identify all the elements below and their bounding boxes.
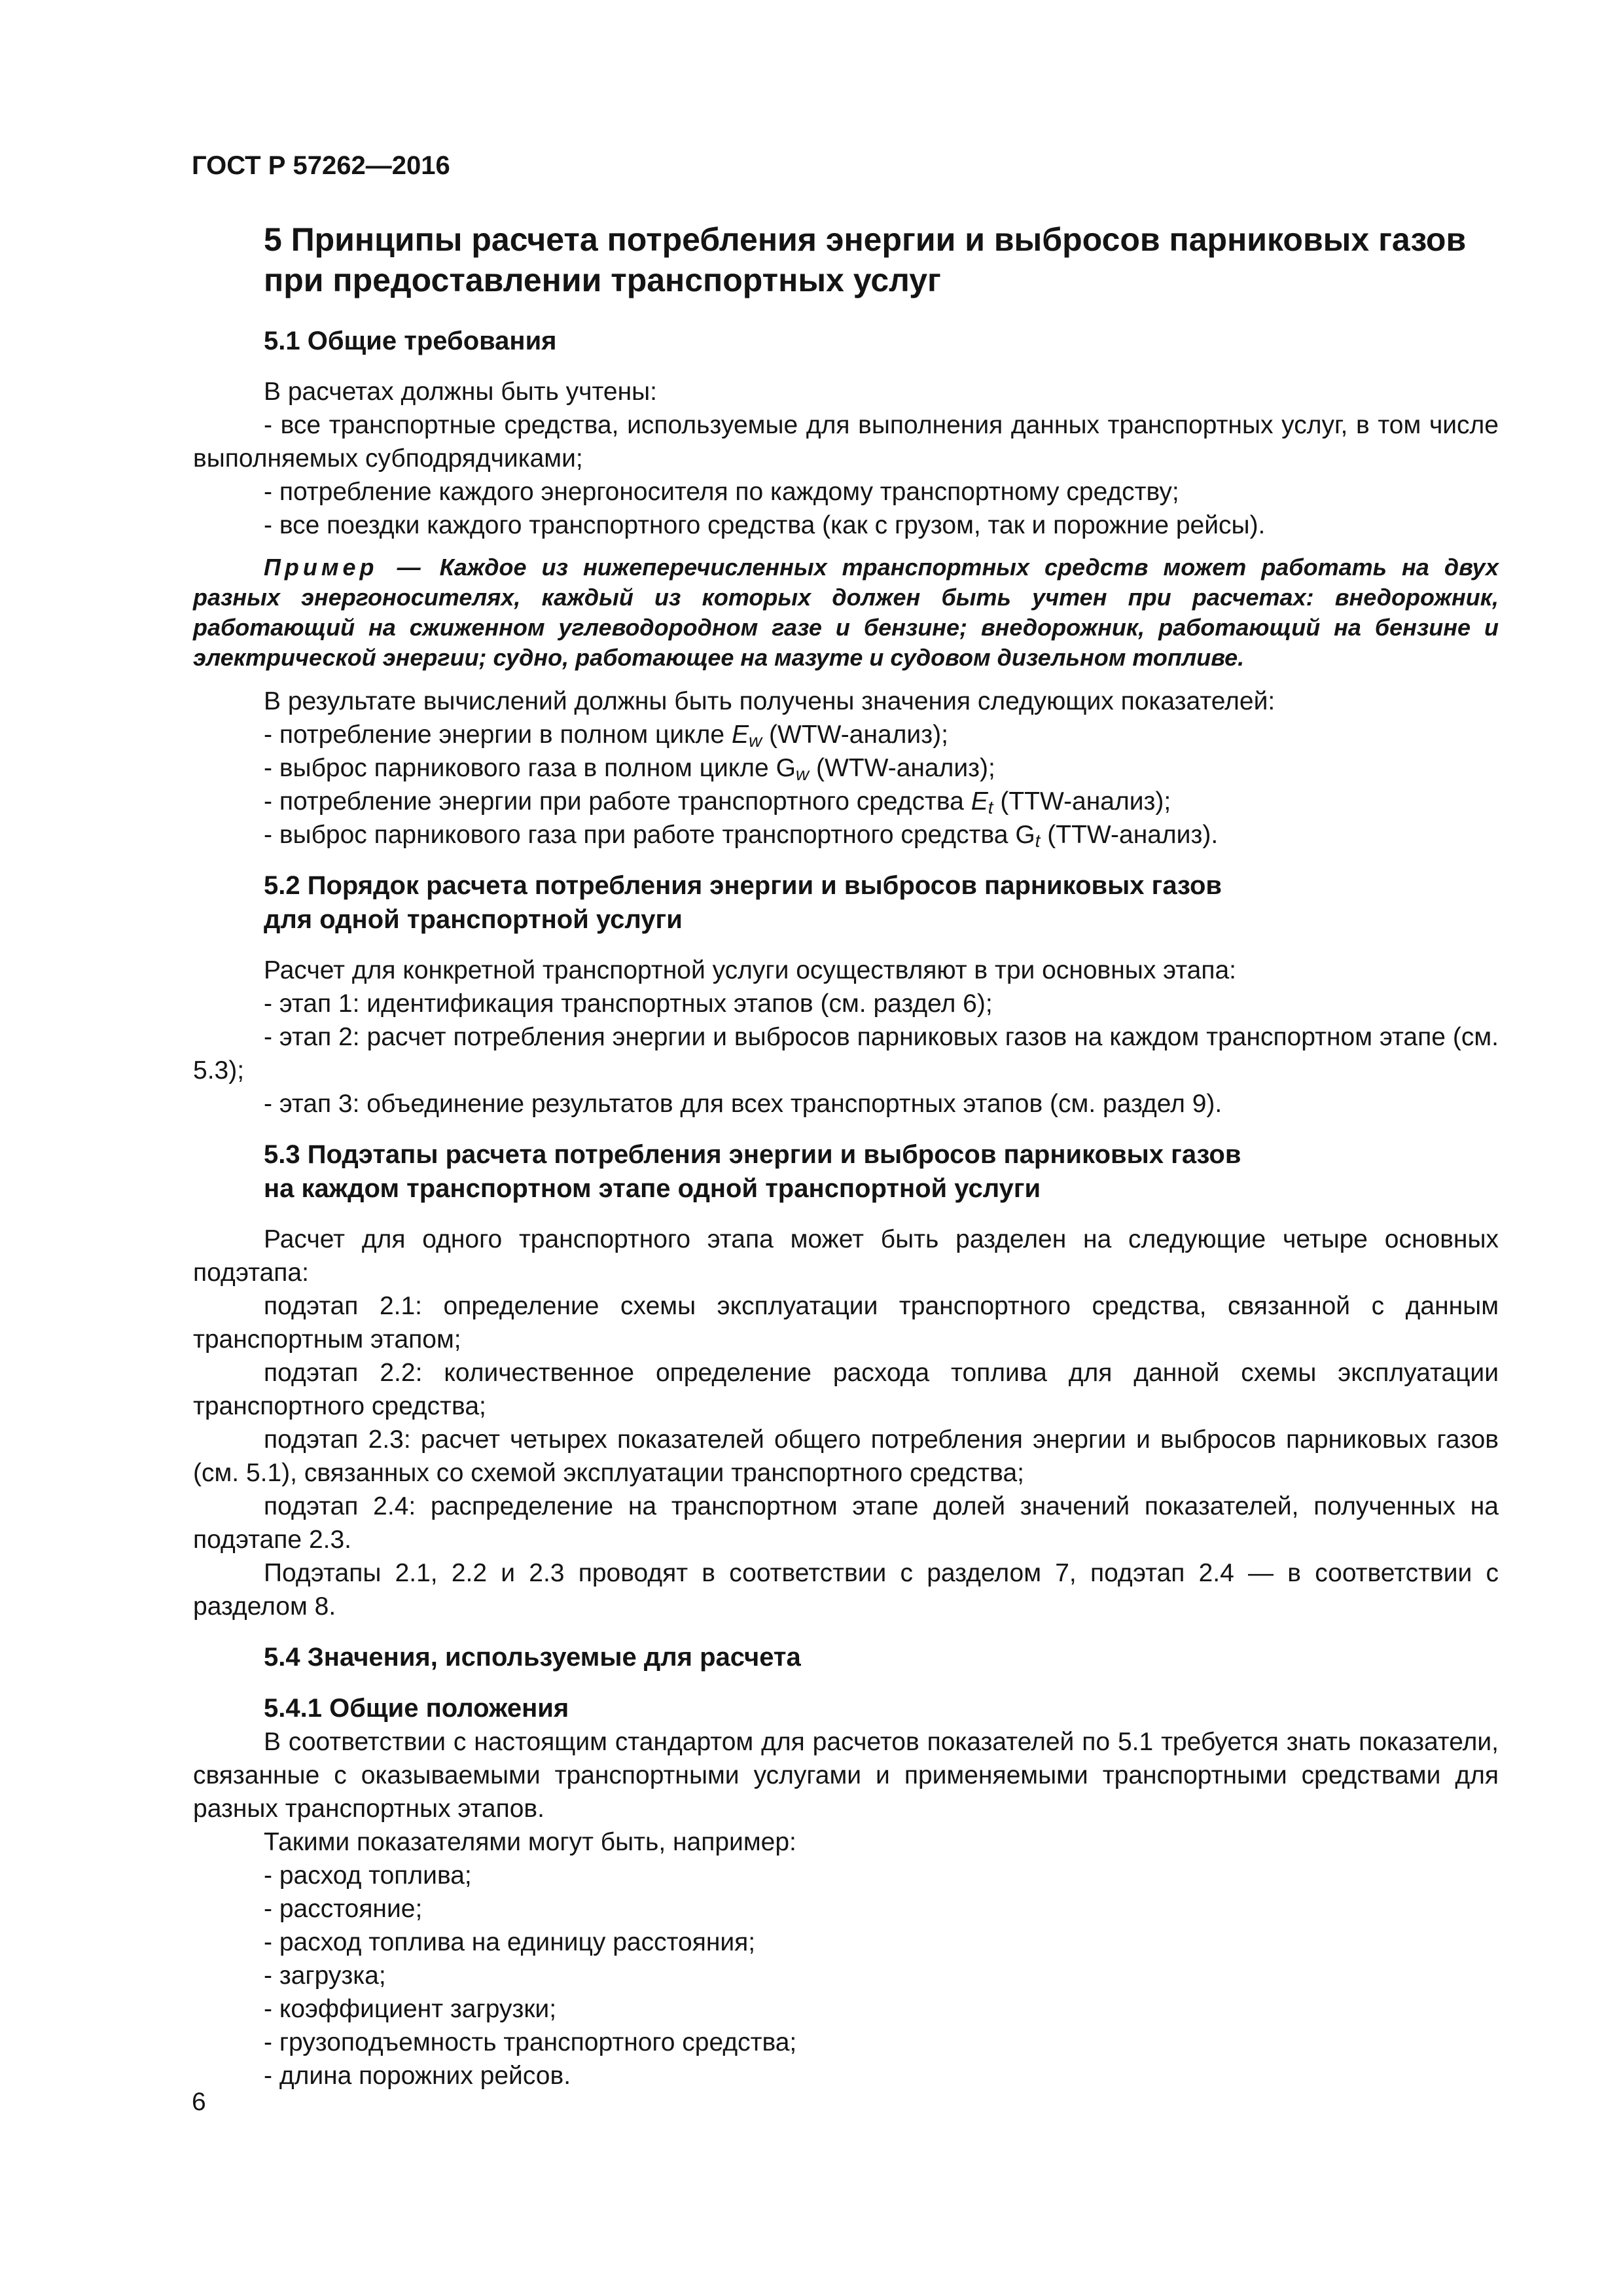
example-text: Каждое из нижеперечисленных транспортных средств может работать на двух разных энергоносителях, каждый из которых должен быть учтен при расчетах: внедорожник, работающий на сжиженном углеводородном газе и бензине; внедорожник, работающий на бензине и электрической энергии; судно, работающее на мазуте и судовом дизельном топливе.: [193, 554, 1499, 671]
s53-paragraph-5: подэтап 2.4: распределение на транспортном этапе долей значений показателей, полученных на подэтапе 2.3.: [193, 1492, 1499, 1554]
section-5-1-heading: 5.1 Общие требования: [264, 327, 557, 355]
section-5-heading: 5 Принципы расчета потребления энергии и выбросов парниковых газов при предоставлении транспортных услуг: [264, 221, 1467, 298]
s54-paragraph-2: Такими показателями могут быть, например:: [264, 1828, 796, 1856]
page-number: 6: [192, 2088, 206, 2116]
page-content: [193, 219, 1499, 2092]
result-item-2: - выброс парникового газа в полном цикле $G_w$ (WTW-анализ);: [264, 754, 995, 784]
s52-item-2: - этап 2: расчет потребления энергии и выбросов парниковых газов на каждом транспортном этапе (см. 5.3);: [193, 1023, 1499, 1085]
s51-item-3: - все поездки каждого транспортного средства (как с грузом, так и порожние рейсы).: [264, 511, 1266, 539]
result-item-3: - потребление энергии при работе транспортного средства $E_t$ (TTW-анализ);: [264, 787, 1171, 817]
s53-paragraph-6: Подэтапы 2.1, 2.2 и 2.3 проводят в соответствии с разделом 7, подэтап 2.4 — в соответствии с разделом 8.: [193, 1559, 1499, 1621]
s53-paragraph-4: подэтап 2.3: расчет четырех показателей общего потребления энергии и выбросов парниковых газов (см. 5.1), связанных со схемой эксплуатации транспортного средства;: [193, 1426, 1499, 1487]
s54-item-7: - длина порожних рейсов.: [264, 2062, 571, 2090]
section-5-2-heading: 5.2 Порядок расчета потребления энергии и выбросов парниковых газов для одной транспортной услуги: [264, 871, 1222, 934]
section-5-3-heading: 5.3 Подэтапы расчета потребления энергии и выбросов парниковых газов на каждом транспортном этапе одной транспортной услуги: [264, 1140, 1241, 1203]
s54-item-5: - коэффициент загрузки;: [264, 1995, 557, 2023]
s53-paragraph-3: подэтап 2.2: количественное определение расхода топлива для данной схемы эксплуатации транспортного средства;: [193, 1359, 1499, 1420]
s52-item-3: - этап 3: объединение результатов для всех транспортных этапов (см. раздел 9).: [264, 1090, 1222, 1118]
s51-intro: В расчетах должны быть учтены:: [264, 378, 658, 406]
result-item-1: - потребление энергии в полном цикле $E_w$ (WTW-анализ);: [264, 721, 948, 751]
s54-item-6: - грузоподъемность транспортного средства;: [264, 2028, 797, 2056]
s53-paragraph-1: Расчет для одного транспортного этапа может быть разделен на следующие четыре основных подэтапа:: [193, 1225, 1499, 1287]
s51-item-2: - потребление каждого энергоносителя по каждому транспортному средству;: [264, 478, 1179, 506]
s52-item-1: - этап 1: идентификация транспортных этапов (см. раздел 6);: [264, 990, 993, 1018]
s51-results-intro: В результате вычислений должны быть получены значения следующих показателей:: [264, 687, 1275, 715]
s54-item-3: - расход топлива на единицу расстояния;: [264, 1928, 756, 1956]
s53-paragraph-2: подэтап 2.1: определение схемы эксплуатации транспортного средства, связанной с данным транспортным этапом;: [193, 1292, 1499, 1354]
result-item-4: - выброс парникового газа при работе транспортного средства $G_t$ (TTW-анализ).: [264, 821, 1219, 851]
s51-item-1: - все транспортные средства, используемые для выполнения данных транспортных услуг, в том числе выполняемых субподрядчиками;: [193, 411, 1499, 473]
example-note: [193, 552, 1499, 673]
section-5-4-heading: 5.4 Значения, используемые для расчета: [264, 1643, 801, 1672]
example-lead: Пример —: [264, 554, 425, 581]
section-5-4-1-heading: 5.4.1 Общие положения: [264, 1694, 569, 1723]
s54-item-2: - расстояние;: [264, 1895, 423, 1923]
s52-intro: Расчет для конкретной транспортной услуги осуществляют в три основных этапа:: [264, 956, 1236, 984]
s54-item-4: - загрузка;: [264, 1962, 386, 1990]
s54-paragraph-1: В соответствии с настоящим стандартом для расчетов показателей по 5.1 требуется знать показатели, связанные с оказываемыми транспортными услугами и применяемыми транспортными средствами для разных транспортных этапов.: [193, 1728, 1499, 1823]
s54-item-1: - расход топлива;: [264, 1861, 472, 1890]
document-id: ГОСТ Р 57262—2016: [192, 151, 450, 180]
